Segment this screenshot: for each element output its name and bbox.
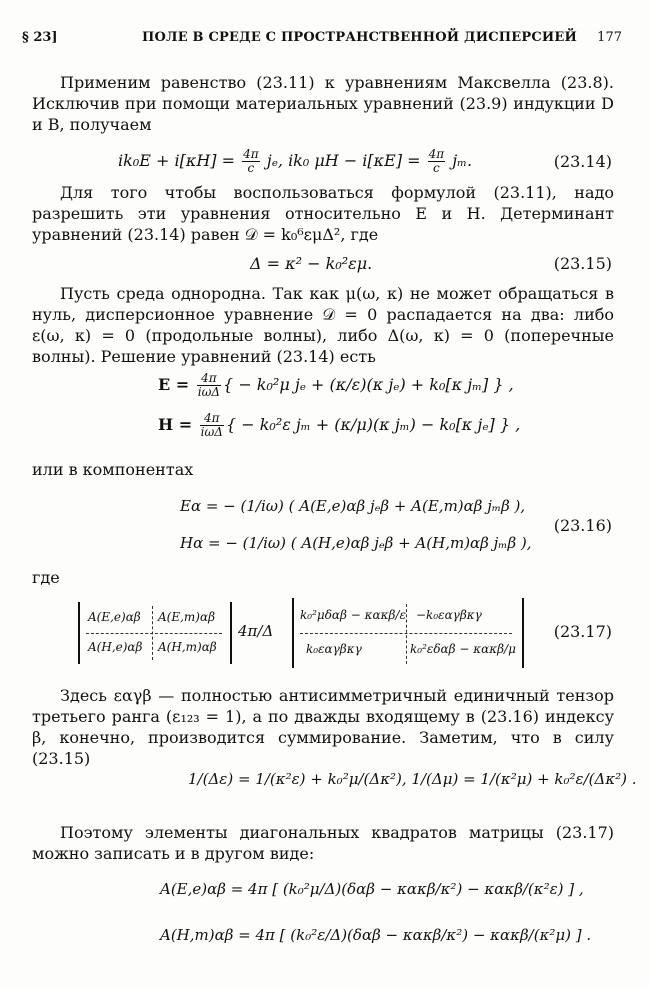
eq-14-left: ik₀E + i[κH] = bbox=[118, 151, 241, 170]
eq-E-lhs: E = bbox=[158, 375, 195, 394]
eq-label-23-14: (23.14) bbox=[553, 152, 612, 171]
equation-23-14 bbox=[118, 148, 472, 175]
paragraph-3: Пусть среда однородна. Так как μ(ω, κ) не может обращаться в нуль, дисперсионное уравнение 𝒟 = 0 распадается на два: либо ε(ω, κ) = 0 (продольные волны), либо Δ(ω, κ) = 0 (поперечные волны). Решение уравнений (23.14) есть bbox=[32, 284, 614, 366]
page-header bbox=[22, 30, 622, 52]
matrix-lhs-he: A(H,e)αβ bbox=[88, 640, 143, 654]
paragraph-2: Для того чтобы воспользоваться формулой (23.11), надо разрешить эти уравнения относительно E и H. Детерминант уравнений (23.14) равен 𝒟 = k₀⁶εμΔ², где bbox=[32, 183, 614, 244]
eq-14-frac2-num: 4π bbox=[428, 147, 445, 161]
equation-H-alpha: Hα = − (1/iω) ( A(H,e)αβ jₑβ + A(H,m)αβ jₘβ ), bbox=[180, 534, 532, 552]
paragraph-5: где bbox=[32, 568, 60, 587]
matrix-lhs-em: A(E,m)αβ bbox=[158, 610, 216, 624]
equation-identity: 1/(Δε) = 1/(κ²ε) + k₀²μ/(Δκ²), 1/(Δμ) = 1/(κ²μ) + k₀²ε/(Δκ²) . bbox=[188, 770, 637, 788]
eq-14-tail1: jₑ, bbox=[261, 151, 289, 170]
eq-H-num: 4π bbox=[200, 412, 224, 426]
eq-E-frac bbox=[197, 372, 221, 399]
equation-A-Hm: A(H,m)αβ = 4π [ (k₀²ε/Δ)(δαβ − κακβ/κ²) − κακβ/(κ²μ) ] . bbox=[160, 926, 592, 944]
eq-label-23-16: (23.16) bbox=[553, 516, 612, 535]
running-title: ПОЛЕ В СРЕДЕ С ПРОСТРАНСТВЕННОЙ ДИСПЕРСИЕЙ bbox=[142, 30, 577, 45]
eq-14-frac1-den: c bbox=[247, 161, 255, 175]
eq-H-frac bbox=[200, 412, 224, 439]
matrix-factor: 4π/Δ bbox=[238, 622, 274, 640]
equation-23-15: Δ = κ² − k₀²εμ. bbox=[250, 254, 373, 273]
matrix-23-17 bbox=[72, 598, 592, 668]
equation-A-Ee: A(E,e)αβ = 4π [ (k₀²μ/Δ)(δαβ − κακβ/κ²) − κακβ/(κ²ε) ] , bbox=[160, 880, 584, 898]
eq-14-mid: ik₀ μH − i[κE] = bbox=[288, 151, 426, 170]
matrix-lhs-hm: A(H,m)αβ bbox=[158, 640, 217, 654]
matrix-rhs-divider-v bbox=[406, 604, 407, 664]
equation-E bbox=[158, 372, 514, 399]
matrix-rhs-he: k₀εαγβκγ bbox=[306, 642, 362, 656]
eq-14-frac1 bbox=[242, 148, 260, 175]
paragraph-1: Применим равенство (23.11) к уравнениям Максвелла (23.8). Исключив при помощи материальных уравнений (23.9) индукции D и B, получаем bbox=[32, 73, 614, 134]
eq-E-num: 4π bbox=[197, 372, 221, 386]
paragraph-7: Поэтому элементы диагональных квадратов матрицы (23.17) можно записать и в другом виде: bbox=[32, 823, 614, 863]
matrix-rhs-divider-h bbox=[300, 633, 512, 634]
eq-E-body: { − k₀²μ jₑ + (κ/ε)(κ jₑ) + k₀[κ jₘ] } , bbox=[223, 375, 514, 394]
matrix-rhs-hm: k₀²εδαβ − κακβ/μ bbox=[410, 642, 516, 656]
eq-14-frac2 bbox=[428, 148, 446, 175]
eq-14-tail2: jₘ. bbox=[447, 151, 473, 170]
eq-14-frac1-num: 4π bbox=[243, 147, 259, 161]
matrix-lhs-ee: A(E,e)αβ bbox=[88, 610, 141, 624]
section-number: § 23] bbox=[22, 30, 58, 45]
paragraph-4: или в компонентах bbox=[32, 460, 194, 479]
eq-H-lhs: H = bbox=[158, 415, 198, 434]
matrix-rhs-ee: k₀²μδαβ − κακβ/ε bbox=[300, 608, 406, 622]
page-number: 177 bbox=[597, 30, 622, 45]
eq-14-frac2-den: c bbox=[433, 161, 440, 175]
matrix-lhs-divider-h bbox=[86, 633, 222, 634]
eq-label-23-15: (23.15) bbox=[553, 254, 612, 273]
equation-H bbox=[158, 412, 520, 439]
equation-E-alpha: Eα = − (1/iω) ( A(E,e)αβ jₑβ + A(E,m)αβ jₘβ ), bbox=[180, 497, 526, 515]
eq-H-den: iωΔ bbox=[200, 425, 223, 439]
eq-H-body: { − k₀²ε jₘ + (κ/μ)(κ jₘ) − k₀[κ jₑ] } , bbox=[225, 415, 521, 434]
eq-E-den: iωΔ bbox=[197, 385, 221, 399]
matrix-rhs-em: −k₀εαγβκγ bbox=[416, 608, 482, 622]
eq-label-23-17: (23.17) bbox=[553, 622, 612, 641]
paragraph-6: Здесь εαγβ — полностью антисимметричный единичный тензор третьего ранга (ε₁₂₃ = 1), а по дважды входящему в (23.16) индексу β, конечно, производится суммирование. Заметим, что в силу (23.15) bbox=[32, 686, 614, 768]
